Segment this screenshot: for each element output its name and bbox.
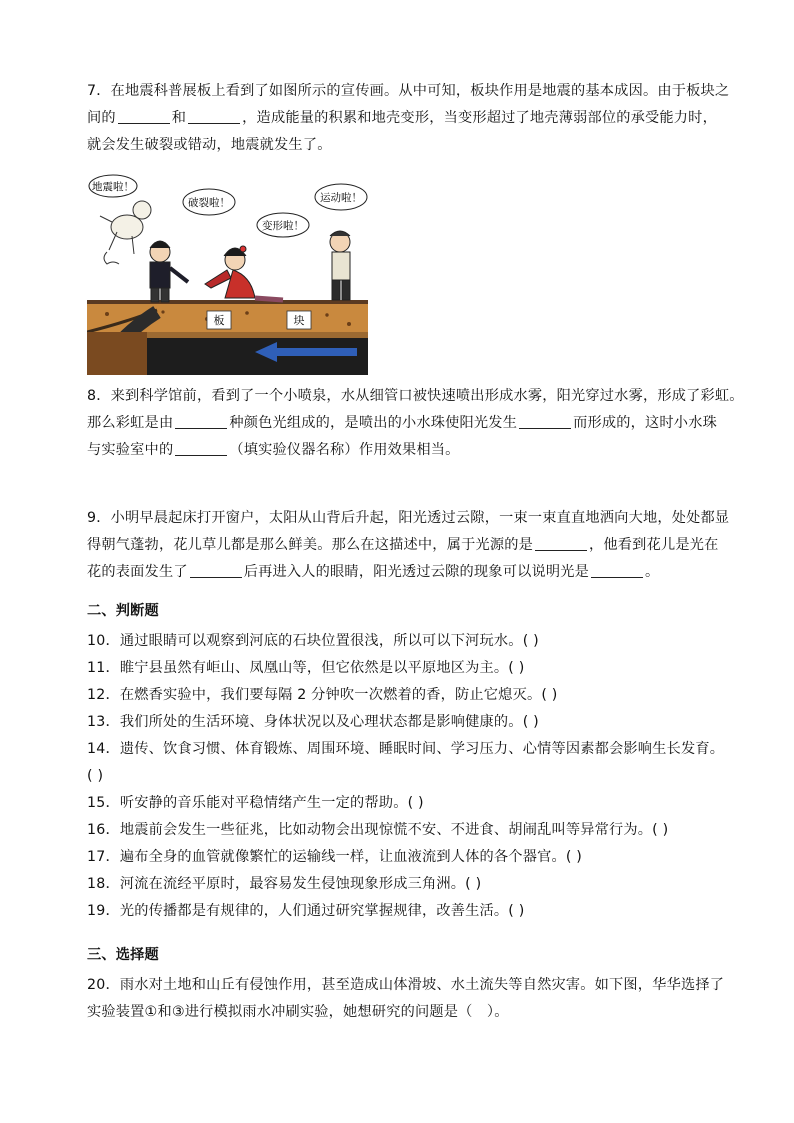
judge-item: 11．睢宁县虽然有岠山、凤凰山等，但它依然是以平原地区为主。( ) [87,660,525,676]
judge-questions [87,628,725,925]
bubble-move: 运动啦！ [320,192,362,204]
question-7 [87,78,730,159]
q9-line-2: 得朝气蓬勃，花儿草儿都是那么鲜美。那么在这描述中，属于光源的是 ，他看到花儿是光在 [87,532,707,559]
q9-line-3: 花的表面发生了 后再进入人的眼睛，阳光透过云隙的现象可以说明光是 。 [87,559,707,586]
q20-line-2: 实验装置①和③进行模拟雨水冲刷实验，她想研究的问题是（ ）。 [87,1004,509,1020]
answer-blank[interactable] [118,107,170,124]
answer-blank[interactable] [591,561,643,578]
earthquake-illustration [87,172,368,375]
bubble-rupture: 破裂啦！ [188,197,230,209]
answer-blank[interactable] [175,439,227,456]
q8-line-2: 那么彩虹是由 种颜色光组成的，是喷出的小水珠使阳光发生 而形成的，这时小水珠 [87,410,707,437]
section-heading-choice: 三、选择题 [87,947,159,963]
judge-item: 18．河流在流经平原时，最容易发生侵蚀现象形成三角洲。( ) [87,876,482,892]
judge-item: 10．通过眼睛可以观察到河底的石块位置很浅，所以可以下河玩水。( ) [87,633,539,649]
answer-blank[interactable] [175,412,227,429]
answer-blank[interactable] [519,412,571,429]
judge-item: 14．遗传、饮食习惯、体育锻炼、周围环境、睡眠时间、学习压力、心情等因素都会影响生长发育。 [87,741,725,757]
plate-label-right: 块 [293,314,305,327]
answer-blank[interactable] [188,107,240,124]
judge-item: 15．听安静的音乐能对平稳情绪产生一定的帮助。( ) [87,795,424,811]
answer-blank[interactable] [190,561,242,578]
judge-item: 16．地震前会发生一些征兆，比如动物会出现惊慌不安、不进食、胡闹乱叫等异常行为。( ) [87,822,669,838]
judge-item: 12．在燃香实验中，我们要每隔 2 分钟吹一次燃着的香，防止它熄灭。( ) [87,687,558,703]
section-heading-judge: 二、判断题 [87,603,159,619]
judge-item: 13．我们所处的生活环境、身体状况以及心理状态都是影响健康的。( ) [87,714,539,730]
question-20 [87,972,725,1026]
q7-line-1: 7．在地震科普展板上看到了如图所示的宣传画。从中可知，板块作用是地震的基本成因。由于板块之 [87,83,730,99]
judge-item: ( ) [87,768,104,784]
illustration-image [87,172,368,375]
q7-line-2: 间的 和 ，造成能量的积累和地壳变形，当变形超过了地壳薄弱部位的承受能力时， [87,105,707,132]
answer-blank[interactable] [535,534,587,551]
plate-label-left: 板 [213,314,225,327]
judge-item: 19．光的传播都是有规律的，人们通过研究掌握规律，改善生活。( ) [87,903,525,919]
question-8 [87,383,744,464]
q9-line-1: 9．小明早晨起床打开窗户，太阳从山背后升起，阳光透过云隙，一束一束直直地洒向大地，处处都显 [87,510,730,526]
judge-item: 17．遍布全身的血管就像繁忙的运输线一样，让血液流到人体的各个器官。( ) [87,849,583,865]
question-9 [87,505,730,586]
q20-line-1: 20．雨水对土地和山丘有侵蚀作用，甚至造成山体滑坡、水土流失等自然灾害。如下图，华华选择了 [87,977,725,993]
q7-line-3: 就会发生破裂或错动，地震就发生了。 [87,137,332,153]
q8-line-3: 与实验室中的 （填实验仪器名称）作用效果相当。 [87,437,707,464]
bubble-deform: 变形啦！ [262,220,304,232]
q8-line-1: 8．来到科学馆前，看到了一个小喷泉，水从细管口被快速喷出形成水雾，阳光穿过水雾，形成了彩虹。 [87,388,744,404]
bubble-earthquake: 地震啦！ [92,181,134,193]
